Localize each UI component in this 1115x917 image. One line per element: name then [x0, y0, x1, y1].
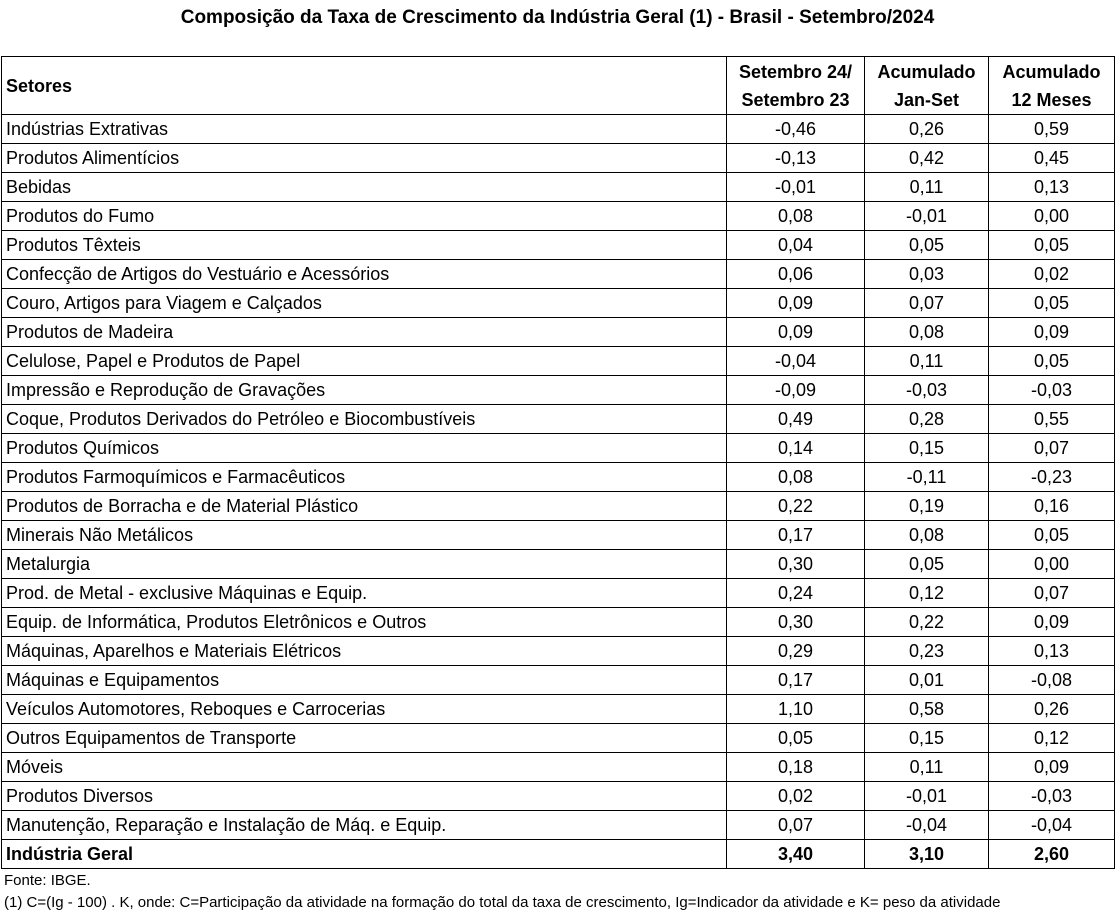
table-row	[2, 579, 1115, 608]
value-acumulado-ano: 0,23	[865, 637, 989, 666]
value-acumulado-12m: -0,23	[989, 463, 1115, 492]
header-setembro-line2: Setembro 23	[741, 89, 850, 110]
table-row	[2, 492, 1115, 521]
sector-name: Indústrias Extrativas	[2, 115, 727, 144]
sector-name: Produtos Têxteis	[2, 231, 727, 260]
value-setembro: 0,49	[727, 405, 865, 434]
sector-name: Metalurgia	[2, 550, 727, 579]
header-acumulado-ano-line2: Jan-Set	[893, 89, 960, 110]
value-acumulado-ano: 0,28	[865, 405, 989, 434]
value-acumulado-12m: 0,02	[989, 260, 1115, 289]
value-acumulado-12m: 0,13	[989, 173, 1115, 202]
header-acumulado-ano-line1: Acumulado	[877, 61, 976, 82]
sector-name: Manutenção, Reparação e Instalação de Máq. e Equip.	[2, 811, 727, 840]
sector-name: Impressão e Reprodução de Gravações	[2, 376, 727, 405]
table-row	[2, 231, 1115, 260]
table-row	[2, 260, 1115, 289]
total-setembro: 3,40	[727, 840, 865, 869]
value-setembro: 0,09	[727, 318, 865, 347]
sector-name: Produtos Químicos	[2, 434, 727, 463]
sector-name: Produtos de Borracha e de Material Plástico	[2, 492, 727, 521]
header-acumulado-12m-line1: Acumulado	[1002, 61, 1101, 82]
table-row	[2, 405, 1115, 434]
sector-name: Equip. de Informática, Produtos Eletrônicos e Outros	[2, 608, 727, 637]
sector-name: Produtos Farmoquímicos e Farmacêuticos	[2, 463, 727, 492]
footnote: (1) C=(Ig - 100) . K, onde: C=Participação da atividade na formação do total da taxa de crescimento, Ig=Indicador da atividade e K= peso da atividade	[4, 894, 1001, 911]
value-acumulado-ano: -0,04	[865, 811, 989, 840]
sector-name: Coque, Produtos Derivados do Petróleo e Biocombustíveis	[2, 405, 727, 434]
table-row	[2, 753, 1115, 782]
sector-name: Bebidas	[2, 173, 727, 202]
value-setembro: 0,02	[727, 782, 865, 811]
growth-composition-table	[1, 56, 1115, 869]
value-acumulado-ano: 0,11	[865, 753, 989, 782]
sector-name: Prod. de Metal - exclusive Máquinas e Equip.	[2, 579, 727, 608]
sector-name: Produtos Diversos	[2, 782, 727, 811]
value-acumulado-ano: -0,01	[865, 782, 989, 811]
value-acumulado-12m: 0,05	[989, 289, 1115, 318]
value-setembro: -0,04	[727, 347, 865, 376]
value-acumulado-12m: -0,08	[989, 666, 1115, 695]
value-acumulado-12m: 0,13	[989, 637, 1115, 666]
value-acumulado-ano: 0,05	[865, 550, 989, 579]
value-acumulado-12m: 0,59	[989, 115, 1115, 144]
sector-name: Móveis	[2, 753, 727, 782]
table-body	[2, 115, 1115, 869]
value-acumulado-12m: 0,00	[989, 550, 1115, 579]
value-acumulado-12m: 0,12	[989, 724, 1115, 753]
total-acumulado-ano: 3,10	[865, 840, 989, 869]
value-setembro: 0,08	[727, 202, 865, 231]
value-acumulado-ano: 0,58	[865, 695, 989, 724]
sector-name: Minerais Não Metálicos	[2, 521, 727, 550]
value-acumulado-12m: -0,04	[989, 811, 1115, 840]
sector-name: Máquinas, Aparelhos e Materiais Elétricos	[2, 637, 727, 666]
sector-name: Celulose, Papel e Produtos de Papel	[2, 347, 727, 376]
value-acumulado-12m: 0,16	[989, 492, 1115, 521]
table-row	[2, 318, 1115, 347]
value-setembro: 0,22	[727, 492, 865, 521]
table-notes	[4, 870, 1000, 914]
sector-name: Confecção de Artigos do Vestuário e Acessórios	[2, 260, 727, 289]
header-acumulado-12m-line2: 12 Meses	[1011, 89, 1092, 110]
table-row	[2, 666, 1115, 695]
header-setembro	[727, 57, 865, 115]
value-acumulado-12m: 0,26	[989, 695, 1115, 724]
value-acumulado-ano: 0,01	[865, 666, 989, 695]
total-acumulado-12m: 2,60	[989, 840, 1115, 869]
value-acumulado-ano: 0,11	[865, 347, 989, 376]
table-row	[2, 782, 1115, 811]
table-row	[2, 434, 1115, 463]
table-row	[2, 289, 1115, 318]
value-setembro: 0,05	[727, 724, 865, 753]
value-acumulado-ano: 0,07	[865, 289, 989, 318]
value-setembro: -0,09	[727, 376, 865, 405]
value-acumulado-ano: 0,26	[865, 115, 989, 144]
table-row	[2, 695, 1115, 724]
value-acumulado-ano: -0,11	[865, 463, 989, 492]
value-acumulado-ano: 0,22	[865, 608, 989, 637]
value-setembro: 0,18	[727, 753, 865, 782]
total-label: Indústria Geral	[2, 840, 727, 869]
value-acumulado-12m: 0,45	[989, 144, 1115, 173]
value-acumulado-ano: 0,08	[865, 521, 989, 550]
value-setembro: 0,09	[727, 289, 865, 318]
value-acumulado-ano: 0,15	[865, 434, 989, 463]
value-acumulado-12m: -0,03	[989, 376, 1115, 405]
sector-name: Outros Equipamentos de Transporte	[2, 724, 727, 753]
value-acumulado-12m: 0,07	[989, 434, 1115, 463]
value-acumulado-ano: 0,15	[865, 724, 989, 753]
value-acumulado-12m: 0,55	[989, 405, 1115, 434]
value-acumulado-12m: -0,03	[989, 782, 1115, 811]
table-header-row	[2, 57, 1115, 115]
value-setembro: 0,29	[727, 637, 865, 666]
value-acumulado-ano: -0,01	[865, 202, 989, 231]
table-row	[2, 724, 1115, 753]
value-setembro: -0,46	[727, 115, 865, 144]
value-acumulado-ano: 0,12	[865, 579, 989, 608]
sector-name: Produtos do Fumo	[2, 202, 727, 231]
value-acumulado-12m: 0,05	[989, 347, 1115, 376]
value-setembro: 1,10	[727, 695, 865, 724]
sector-name: Couro, Artigos para Viagem e Calçados	[2, 289, 727, 318]
value-acumulado-12m: 0,09	[989, 318, 1115, 347]
value-setembro: 0,24	[727, 579, 865, 608]
table-row	[2, 173, 1115, 202]
table-row	[2, 608, 1115, 637]
total-row	[2, 840, 1115, 869]
value-setembro: -0,13	[727, 144, 865, 173]
sector-name: Produtos de Madeira	[2, 318, 727, 347]
table-row	[2, 637, 1115, 666]
sector-name: Produtos Alimentícios	[2, 144, 727, 173]
value-setembro: -0,01	[727, 173, 865, 202]
value-setembro: 0,04	[727, 231, 865, 260]
table-row	[2, 347, 1115, 376]
value-acumulado-12m: 0,00	[989, 202, 1115, 231]
value-acumulado-ano: -0,03	[865, 376, 989, 405]
source-note: Fonte: IBGE.	[4, 872, 91, 889]
value-acumulado-12m: 0,07	[989, 579, 1115, 608]
value-acumulado-12m: 0,05	[989, 231, 1115, 260]
value-acumulado-ano: 0,08	[865, 318, 989, 347]
value-acumulado-12m: 0,09	[989, 608, 1115, 637]
value-acumulado-ano: 0,03	[865, 260, 989, 289]
header-acumulado-ano	[865, 57, 989, 115]
table-row	[2, 376, 1115, 405]
value-acumulado-12m: 0,09	[989, 753, 1115, 782]
table-row	[2, 115, 1115, 144]
value-setembro: 0,08	[727, 463, 865, 492]
table-row	[2, 463, 1115, 492]
sector-name: Máquinas e Equipamentos	[2, 666, 727, 695]
value-setembro: 0,14	[727, 434, 865, 463]
value-setembro: 0,17	[727, 666, 865, 695]
value-acumulado-ano: 0,19	[865, 492, 989, 521]
header-acumulado-12m	[989, 57, 1115, 115]
value-setembro: 0,30	[727, 550, 865, 579]
sector-name: Veículos Automotores, Reboques e Carrocerias	[2, 695, 727, 724]
table-row	[2, 811, 1115, 840]
header-setores: Setores	[2, 57, 727, 115]
value-acumulado-12m: 0,05	[989, 521, 1115, 550]
page-title: Composição da Taxa de Crescimento da Indústria Geral (1) - Brasil - Setembro/2024	[180, 7, 935, 28]
table-row	[2, 202, 1115, 231]
header-setembro-line1: Setembro 24/	[738, 61, 853, 82]
value-setembro: 0,17	[727, 521, 865, 550]
value-acumulado-ano: 0,11	[865, 173, 989, 202]
table-row	[2, 550, 1115, 579]
value-acumulado-ano: 0,05	[865, 231, 989, 260]
value-acumulado-ano: 0,42	[865, 144, 989, 173]
table-row	[2, 521, 1115, 550]
table-row	[2, 144, 1115, 173]
value-setembro: 0,30	[727, 608, 865, 637]
value-setembro: 0,07	[727, 811, 865, 840]
value-setembro: 0,06	[727, 260, 865, 289]
